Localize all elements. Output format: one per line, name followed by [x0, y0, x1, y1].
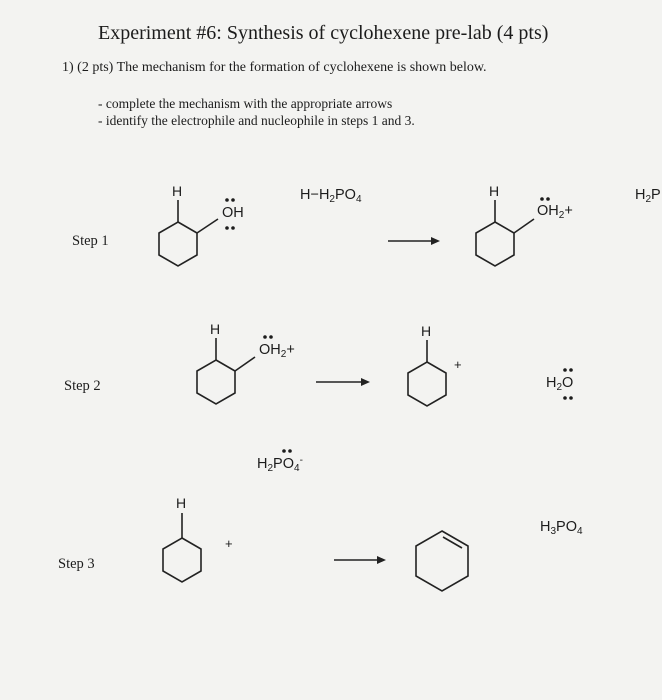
question-text: 1) (2 pts) The mechanism for the formation of cyclohexene is shown below. [62, 60, 487, 75]
step3-reactant-ring [163, 495, 233, 582]
step2-reactant-ring [197, 321, 273, 404]
step1-reactant-ring [159, 183, 235, 266]
step2-reactant-h: H [210, 321, 221, 337]
step1-arrow [388, 237, 440, 245]
step3-carbocation-charge: + [225, 536, 233, 551]
step-3-label: Step 3 [58, 556, 95, 572]
step2-product-ring [408, 323, 462, 406]
water: $H_2O$ [546, 375, 574, 393]
step1-hydroxyl: OH [222, 205, 244, 221]
step1-oxonium: $OH_2+$ [537, 203, 573, 221]
step2-arrow [316, 378, 370, 386]
step1-side-product: $H_2P$ [635, 187, 661, 205]
cyclohexene-ring [416, 531, 468, 591]
step2-carbocation-charge: + [454, 357, 462, 372]
step1-acid: $H-H_2PO_4$ [300, 187, 362, 205]
step1-product-h: H [489, 183, 500, 199]
phosphoric-acid: $H_3PO_4$ [540, 519, 583, 537]
instruction-2: - identify the electrophile and nucleophile in steps 1 and 3. [98, 113, 415, 128]
step3-reactant-h: H [176, 495, 187, 511]
step3-arrow [334, 556, 386, 564]
step1-reactant-h: H [172, 183, 183, 199]
step2-oxonium: $OH_2+$ [259, 342, 295, 360]
dihydrogen-phosphate: $H_2PO_4^-$ [257, 455, 303, 474]
page-title: Experiment #6: Synthesis of cyclohexene pre-lab (4 pts) [98, 22, 549, 44]
step-1-label: Step 1 [72, 233, 109, 249]
step1-product-ring [476, 183, 550, 266]
instruction-1: - complete the mechanism with the appropriate arrows [98, 96, 393, 111]
step-2-label: Step 2 [64, 378, 101, 394]
step2-product-h: H [421, 323, 432, 339]
